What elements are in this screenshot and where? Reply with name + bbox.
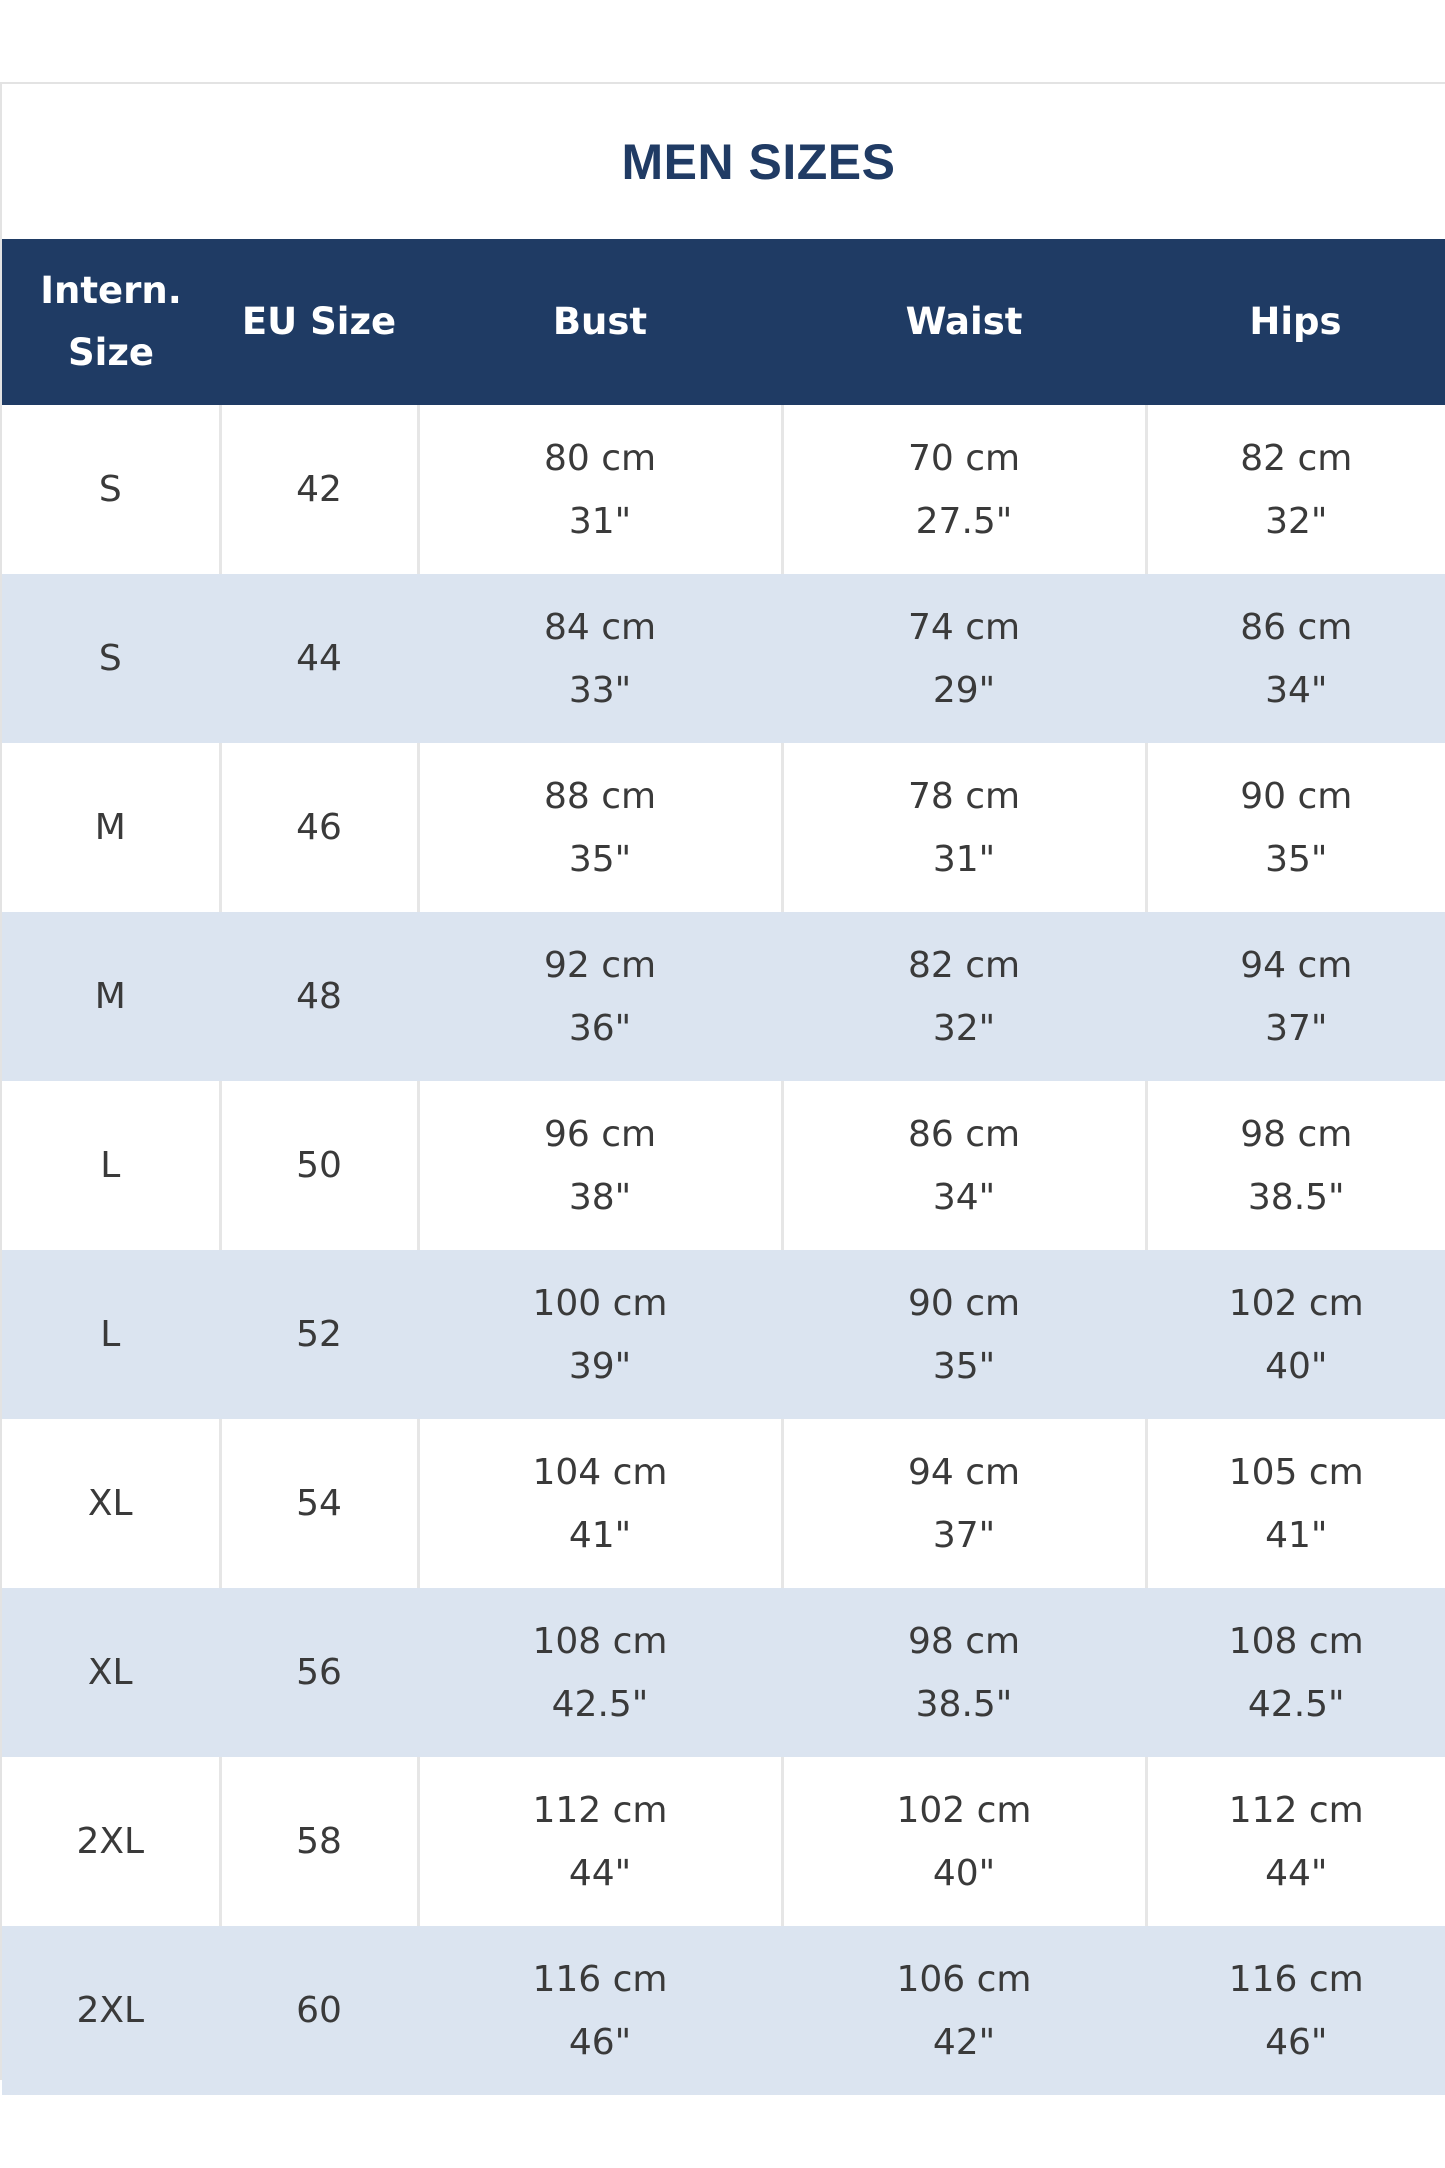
eu-size-cell: 56 (220, 1588, 418, 1757)
hips-cell (1146, 743, 1445, 912)
table-row (2, 574, 1445, 743)
waist-cell-cm: 102 cm (896, 1789, 1032, 1831)
waist-cell-inch: 40" (932, 1852, 996, 1894)
hips-cell (1146, 1419, 1445, 1588)
waist-cell (782, 1757, 1146, 1926)
waist-cell-inch: 34" (932, 1176, 996, 1218)
eu-size-cell: 48 (220, 912, 418, 1081)
hips-cell-inch: 41" (1265, 1514, 1328, 1556)
waist-cell-cm: 106 cm (896, 1958, 1032, 2000)
intern-size-cell: S (2, 405, 220, 574)
hips-cell-cm: 82 cm (1240, 437, 1353, 479)
hips-cell-inch: 44" (1265, 1852, 1328, 1894)
hips-cell-inch: 42.5" (1247, 1683, 1345, 1725)
eu-size-cell: 58 (220, 1757, 418, 1926)
table-row (2, 405, 1445, 574)
bust-cell-inch: 31" (568, 500, 632, 542)
table-row (2, 1926, 1445, 2095)
header-eu-size: EU Size (220, 239, 418, 405)
size-chart (0, 82, 1445, 2080)
hips-cell (1146, 574, 1445, 743)
bust-cell-inch: 41" (568, 1514, 632, 1556)
table-row (2, 1588, 1445, 1757)
waist-cell-cm: 82 cm (907, 944, 1021, 986)
bust-cell (418, 1250, 782, 1419)
bust-cell-cm: 96 cm (543, 1113, 657, 1155)
header-intern-line-1: Intern. (40, 269, 182, 312)
eu-size-cell: 42 (220, 405, 418, 574)
bust-cell-inch: 46" (568, 2021, 632, 2063)
intern-size-cell: XL (2, 1419, 220, 1588)
bust-cell-inch: 33" (568, 669, 632, 711)
waist-cell (782, 1250, 1146, 1419)
intern-size-cell: XL (2, 1588, 220, 1757)
waist-cell (782, 1081, 1146, 1250)
header-hips: Hips (1146, 239, 1445, 405)
eu-size-cell: 46 (220, 743, 418, 912)
eu-size-cell: 60 (220, 1926, 418, 2095)
chart-title: MEN SIZES (621, 133, 896, 190)
bust-cell-inch: 38" (568, 1176, 632, 1218)
hips-cell-inch: 37" (1265, 1007, 1328, 1049)
table-row (2, 1757, 1445, 1926)
eu-size-cell: 50 (220, 1081, 418, 1250)
bust-cell-cm: 80 cm (543, 437, 657, 479)
waist-cell-cm: 90 cm (907, 1282, 1021, 1324)
bust-cell (418, 1926, 782, 2095)
hips-cell-cm: 90 cm (1240, 775, 1353, 817)
bust-cell-cm: 84 cm (543, 606, 657, 648)
bust-cell-inch: 36" (568, 1007, 632, 1049)
table-row (2, 1250, 1445, 1419)
hips-cell-inch: 40" (1265, 1345, 1328, 1387)
hips-cell (1146, 1250, 1445, 1419)
bust-cell-inch: 44" (568, 1852, 632, 1894)
waist-cell-cm: 98 cm (907, 1620, 1021, 1662)
header-intern-size (2, 239, 220, 405)
intern-size-cell: 2XL (2, 1926, 220, 2095)
hips-cell-inch: 38.5" (1247, 1176, 1345, 1218)
hips-cell (1146, 1081, 1445, 1250)
waist-cell-cm: 70 cm (907, 437, 1021, 479)
bust-cell-cm: 108 cm (532, 1620, 668, 1662)
intern-size-cell: 2XL (2, 1757, 220, 1926)
intern-size-cell: S (2, 574, 220, 743)
hips-cell-cm: 116 cm (1228, 1958, 1364, 2000)
header-bust: Bust (418, 239, 782, 405)
bust-cell (418, 743, 782, 912)
hips-cell-cm: 112 cm (1228, 1789, 1364, 1831)
waist-cell-inch: 37" (932, 1514, 996, 1556)
waist-cell-cm: 94 cm (907, 1451, 1021, 1493)
hips-cell (1146, 1588, 1445, 1757)
hips-cell-inch: 46" (1265, 2021, 1328, 2063)
waist-cell-inch: 31" (932, 838, 996, 880)
table-row (2, 1419, 1445, 1588)
waist-cell-inch: 29" (932, 669, 996, 711)
waist-cell (782, 1588, 1146, 1757)
hips-cell-inch: 34" (1265, 669, 1328, 711)
waist-cell (782, 1419, 1146, 1588)
header-waist: Waist (782, 239, 1146, 405)
bust-cell-cm: 100 cm (532, 1282, 668, 1324)
eu-size-cell: 52 (220, 1250, 418, 1419)
hips-cell-cm: 86 cm (1240, 606, 1353, 648)
waist-cell-inch: 32" (932, 1007, 996, 1049)
table-row (2, 743, 1445, 912)
waist-cell-inch: 27.5" (915, 500, 1013, 542)
eu-size-cell: 54 (220, 1419, 418, 1588)
waist-cell-cm: 78 cm (907, 775, 1021, 817)
waist-cell (782, 743, 1146, 912)
bust-cell (418, 574, 782, 743)
waist-cell-inch: 35" (932, 1345, 996, 1387)
waist-cell (782, 912, 1146, 1081)
waist-cell-inch: 38.5" (915, 1683, 1013, 1725)
intern-size-cell: L (2, 1250, 220, 1419)
hips-cell-cm: 108 cm (1228, 1620, 1364, 1662)
bust-cell-cm: 92 cm (543, 944, 657, 986)
intern-size-cell: M (2, 743, 220, 912)
hips-cell-inch: 32" (1265, 500, 1328, 542)
hips-cell (1146, 1757, 1445, 1926)
bust-cell (418, 1588, 782, 1757)
hips-cell-cm: 98 cm (1240, 1113, 1353, 1155)
table-row (2, 912, 1445, 1081)
bust-cell-cm: 112 cm (532, 1789, 668, 1831)
bust-cell-cm: 116 cm (532, 1958, 668, 2000)
hips-cell (1146, 912, 1445, 1081)
waist-cell-inch: 42" (932, 2021, 996, 2063)
bust-cell-inch: 39" (568, 1345, 632, 1387)
bust-cell (418, 912, 782, 1081)
waist-cell-cm: 74 cm (907, 606, 1021, 648)
bust-cell (418, 1757, 782, 1926)
waist-cell (782, 574, 1146, 743)
hips-cell-cm: 102 cm (1228, 1282, 1364, 1324)
hips-cell (1146, 405, 1445, 574)
hips-cell-cm: 105 cm (1228, 1451, 1364, 1493)
waist-cell (782, 1926, 1146, 2095)
waist-cell-cm: 86 cm (907, 1113, 1021, 1155)
bust-cell-cm: 104 cm (532, 1451, 668, 1493)
hips-cell-inch: 35" (1265, 838, 1328, 880)
intern-size-cell: M (2, 912, 220, 1081)
bust-cell (418, 405, 782, 574)
bust-cell (418, 1081, 782, 1250)
bust-cell-cm: 88 cm (543, 775, 657, 817)
bust-cell-inch: 35" (568, 838, 632, 880)
waist-cell (782, 405, 1146, 574)
hips-cell (1146, 1926, 1445, 2095)
intern-size-cell: L (2, 1081, 220, 1250)
table-row (2, 1081, 1445, 1250)
header-row (2, 239, 1445, 405)
hips-cell-cm: 94 cm (1240, 944, 1353, 986)
size-table (2, 239, 1445, 2095)
bust-cell (418, 1419, 782, 1588)
eu-size-cell: 44 (220, 574, 418, 743)
bust-cell-inch: 42.5" (551, 1683, 649, 1725)
header-intern-line-2: Size (68, 331, 154, 374)
